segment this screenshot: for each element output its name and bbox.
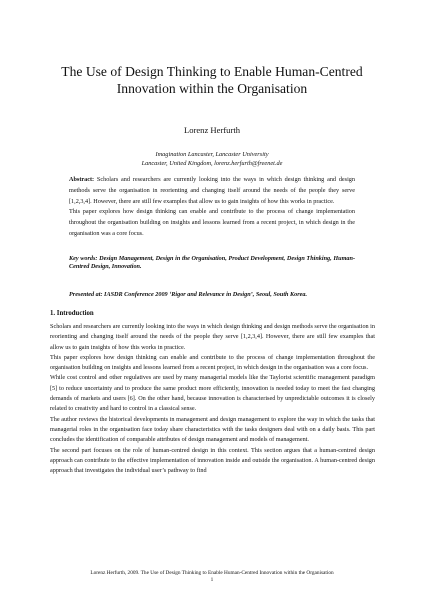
body-paragraph-2: This paper explores how design thinking can enable and contribute to the process of change implementation throughout the organisation building on insights and lessons learned from a recent project, in which design in the organisation was a core focus. xyxy=(50,353,375,372)
body-text xyxy=(50,322,375,476)
presented-at: Presented at: IASDR Conference 2009 ‘Rigor and Relevance in Design’, Seoul, South Korea. xyxy=(69,291,308,298)
body-paragraph-4: The author reviews the historical developments in management and design management to explore the way in which the tasks that managerial roles in the organisation face today share characteristics with the tasks designers deal with on a daily basis. This part concludes the identification of comparable attributes of design management and models of management. xyxy=(50,415,375,444)
body-paragraph-1: Scholars and researchers are currently looking into the ways in which design thinking and design methods serve the organisation in reorienting and changing itself around the needs of the people they serve [1,2,3,4]. However, there are still few examples that allow us to gain insights of how this works in practice. xyxy=(50,323,375,351)
abstract-label: Abstract: xyxy=(69,176,95,183)
affiliation-line-1: Imagination Lancaster, Lancaster University xyxy=(155,151,269,158)
abstract-paragraph-2: This paper explores how design thinking can enable and contribute to the process of change implementation throughout the organisation building on insights and lessons learned from a recent project, in which design in the organisation was a core focus. xyxy=(69,208,355,237)
body-paragraph-5: The second part focuses on the role of human-centred design in this context. This section argues that a human-centred design approach can contribute to the effective implementation of innovation inside and outside the organisation. A human-centred design approach that investigates the individual user’s pathway to find xyxy=(50,446,375,475)
title-line-1: The Use of Design Thinking to Enable Human-Centred xyxy=(61,64,363,79)
paper-title xyxy=(0,63,424,97)
abstract-text-1: Scholars and researchers are currently looking into the ways in which design thinking and design methods serve the organisation in reorienting and changing itself around the needs of the people they serve [1,2,3,4]. However, there are still few examples that allow us to gain insights of how this works in practice. xyxy=(69,176,355,205)
section-heading-introduction: 1. Introduction xyxy=(50,310,94,317)
keywords xyxy=(69,255,355,272)
page-number: 1 xyxy=(210,577,214,584)
body-paragraph-3: While cost control and other regulatives are used by many managerial models like the Taylorist scientific management paradigm [5] to reduce uncertainty and to produce the same product more efficiently, innovation is needed today to meet the fast changing demands of markets and users [6]. On the other hand, because innovation is characterised by unpredictable outcomes it is closely related to creativity and hard to control in a classical sense. xyxy=(50,374,375,413)
keywords-text: Design Management, Design in the Organisation, Product Development, Design Thinking, Human-Centred Design, Innovation. xyxy=(69,255,356,271)
page-footer xyxy=(0,570,424,584)
footer-citation: Lorenz Herfurth, 2009. The Use of Design Thinking to Enable Human-Centred Innovation within the Organisation xyxy=(90,570,334,576)
abstract xyxy=(69,175,355,240)
keywords-label: Key words: xyxy=(69,255,98,262)
affiliation-line-2: Lancaster, United Kingdom, lorenz.herfurth@freenet.de xyxy=(141,160,283,168)
title-line-2: Innovation within the Organisation xyxy=(116,81,308,96)
author-name: Lorenz Herfurth xyxy=(183,125,241,135)
author-affiliation xyxy=(0,150,424,169)
abstract-paragraph-1 xyxy=(69,175,355,207)
